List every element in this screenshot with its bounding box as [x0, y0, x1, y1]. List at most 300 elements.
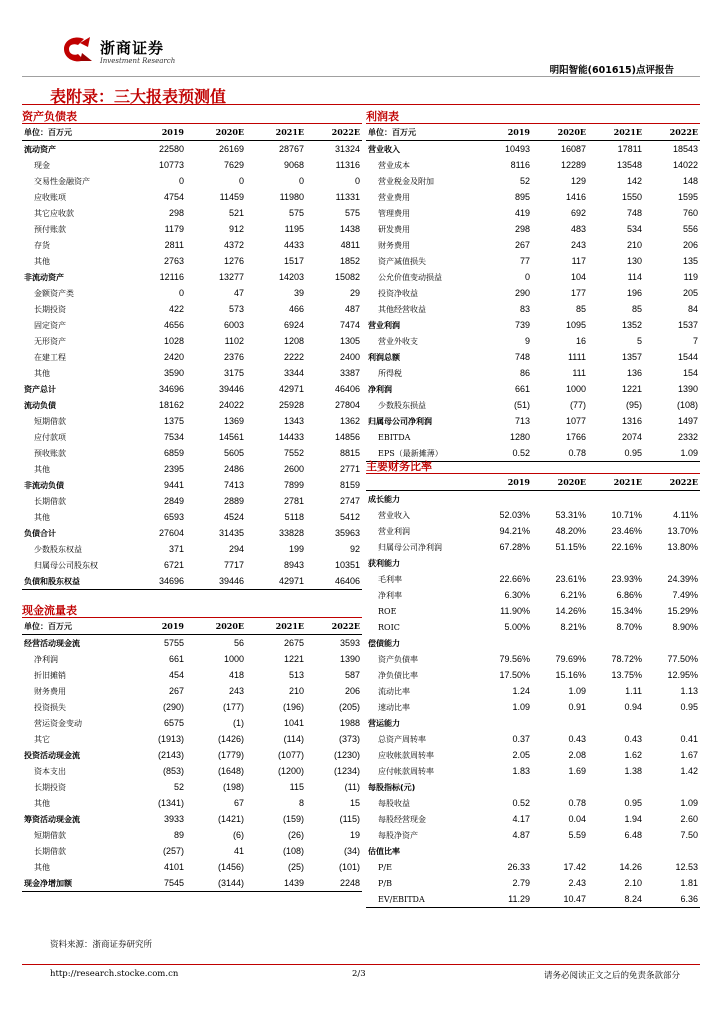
- cell-value: 67: [233, 798, 244, 808]
- cell-value: 294: [228, 544, 244, 554]
- cell-value: 206: [682, 240, 698, 250]
- income-statement-title: 利润表: [366, 110, 700, 124]
- cell-value: (177): [222, 702, 244, 712]
- balance-sheet-title: 资产负债表: [22, 110, 362, 124]
- row-label: 投资活动现金流: [24, 750, 80, 760]
- cell-value: 0.37: [512, 734, 530, 744]
- row-label: 预收账款: [34, 448, 66, 458]
- cell-value: 205: [682, 288, 698, 298]
- row-label: 少数股东权益: [34, 544, 82, 554]
- cell-value: 1.67: [680, 750, 698, 760]
- cell-value: (373): [338, 734, 360, 744]
- cell-value: 713: [514, 416, 530, 426]
- row-label: 所得税: [378, 368, 402, 378]
- cell-value: 1.83: [512, 766, 530, 776]
- cell-value: 84: [687, 304, 698, 314]
- row-label: 管理费用: [378, 208, 410, 218]
- column-header: 2020E: [186, 124, 246, 141]
- table-row: [22, 253, 362, 269]
- cell-value: 0.78: [532, 445, 588, 462]
- cell-value: 4101: [163, 862, 184, 872]
- cell-value: 8.70%: [616, 622, 642, 632]
- cell-value: 267: [514, 240, 530, 250]
- cell-value: 0.91: [568, 702, 586, 712]
- cell-value: (196): [282, 702, 304, 712]
- cell-value: 18543: [672, 144, 698, 154]
- table-row: [366, 795, 700, 811]
- row-label: 每股指标(元): [368, 782, 416, 792]
- cell-value: 7629: [223, 160, 244, 170]
- table-row: [366, 619, 700, 635]
- cell-value: 5755: [163, 638, 184, 648]
- cell-value: 94.21%: [499, 526, 530, 536]
- cell-value: 1343: [283, 416, 304, 426]
- cell-value: 31435: [218, 528, 244, 538]
- row-label: 其它应收款: [34, 208, 74, 218]
- cell-value: 5412: [339, 512, 360, 522]
- row-label: 交易性金融资产: [34, 176, 90, 186]
- cell-value: 2781: [283, 496, 304, 506]
- table-row: [22, 731, 362, 747]
- cell-value: 11331: [335, 192, 360, 202]
- cell-value: 1077: [565, 416, 586, 426]
- row-label: 投资损失: [34, 702, 66, 712]
- cell-value: 7552: [283, 448, 304, 458]
- cell-value: 2.05: [512, 750, 530, 760]
- cell-value: 6.36: [644, 891, 700, 908]
- cell-value: 9: [524, 336, 530, 346]
- cell-value: 0.41: [680, 734, 698, 744]
- cell-value: 1.11: [625, 686, 642, 696]
- cell-value: 2074: [621, 432, 642, 442]
- source-note: 资料来源：浙商证券研究所: [50, 940, 153, 950]
- row-label: 固定资产: [34, 320, 66, 330]
- table-row: [366, 715, 700, 731]
- row-label: 长期借款: [34, 846, 66, 856]
- cell-value: 0.43: [568, 734, 586, 744]
- cell-value: [644, 715, 700, 731]
- cell-value: 13.80%: [667, 542, 698, 552]
- cell-value: 1544: [677, 352, 698, 362]
- cell-value: 521: [228, 208, 244, 218]
- cell-value: 2.60: [680, 814, 698, 824]
- cell-value: 29: [349, 288, 360, 298]
- cell-value: 1028: [163, 336, 184, 346]
- cell-value: 9068: [283, 160, 304, 170]
- row-label: 长期投资: [34, 782, 66, 792]
- column-header: 2021E: [246, 618, 306, 635]
- row-label: 长期借款: [34, 496, 66, 506]
- unit-label: [366, 474, 476, 491]
- cell-value: 8.90%: [672, 622, 698, 632]
- cell-value: 12289: [560, 160, 586, 170]
- cell-value: (3144): [186, 875, 246, 892]
- cell-value: 419: [514, 208, 530, 218]
- table-row: [22, 269, 362, 285]
- row-label: 归属母公司净利润: [368, 416, 432, 426]
- report-identifier: 明阳智能(601615)点评报告: [549, 65, 674, 76]
- cell-value: (101): [338, 862, 360, 872]
- title-underline: [22, 104, 700, 105]
- row-label: 存货: [34, 240, 50, 250]
- table-row: [366, 253, 700, 269]
- row-label: 营业利润: [378, 526, 410, 536]
- cell-value: (1234): [333, 766, 360, 776]
- cell-value: 661: [168, 654, 184, 664]
- cell-value: 2.08: [568, 750, 586, 760]
- cell-value: 556: [682, 224, 698, 234]
- table-row: [366, 221, 700, 237]
- row-label: 少数股东损益: [378, 400, 426, 410]
- column-header: 2019: [126, 618, 186, 635]
- row-label: 短期借款: [34, 830, 66, 840]
- cell-value: 7899: [283, 480, 304, 490]
- column-header: 2019: [476, 124, 532, 141]
- table-header-row: [366, 124, 700, 141]
- cell-value: [532, 635, 588, 651]
- cash-flow-table: [22, 618, 362, 892]
- table-row: [366, 157, 700, 173]
- table-row: [366, 779, 700, 795]
- cell-value: 11.90%: [500, 606, 530, 616]
- cell-value: (115): [339, 814, 360, 824]
- cash-flow-title: 现金流量表: [22, 604, 362, 618]
- row-label: 财务费用: [34, 686, 66, 696]
- row-label: EBITDA: [378, 432, 411, 442]
- table-row: [22, 285, 362, 301]
- cell-value: 2889: [223, 496, 244, 506]
- cell-value: 0.04: [568, 814, 586, 824]
- row-label: 每股净资产: [378, 830, 418, 840]
- row-label: 投资净收益: [378, 288, 418, 298]
- brand-name: 浙商证券: [100, 39, 165, 57]
- cell-value: 6.30%: [504, 590, 530, 600]
- cell-value: 39446: [186, 573, 246, 590]
- table-row: [366, 507, 700, 523]
- table-row: [22, 317, 362, 333]
- table-row: [22, 349, 362, 365]
- table-row: [22, 333, 362, 349]
- cell-value: 52: [519, 176, 530, 186]
- cell-value: 6003: [223, 320, 244, 330]
- cell-value: 748: [626, 208, 642, 218]
- table-row: [366, 811, 700, 827]
- cell-value: 23.61%: [555, 574, 586, 584]
- column-header: 2022E: [644, 474, 700, 491]
- cell-value: 534: [626, 224, 642, 234]
- cell-value: 573: [228, 304, 244, 314]
- unit-label: 单位：百万元: [22, 618, 126, 635]
- cell-value: 575: [344, 208, 360, 218]
- cell-value: 3590: [163, 368, 184, 378]
- row-label: 应收账项: [34, 192, 66, 202]
- row-label: 每股经营现金: [378, 814, 426, 824]
- cell-value: 8: [298, 798, 304, 808]
- row-label: ROIC: [378, 622, 400, 632]
- table-row: [366, 397, 700, 413]
- cell-value: 14433: [278, 432, 304, 442]
- cell-value: 13548: [616, 160, 642, 170]
- table-row: [22, 205, 362, 221]
- cell-value: 78.72%: [611, 654, 642, 664]
- cell-value: 0.95: [624, 798, 642, 808]
- cell-value: 2222: [283, 352, 304, 362]
- row-label: 归属母公司净利润: [378, 542, 442, 552]
- cell-value: (2143): [157, 750, 184, 760]
- cell-value: 12.53: [675, 862, 698, 872]
- cell-value: 1221: [621, 384, 642, 394]
- table-row: [366, 317, 700, 333]
- cell-value: 1.09: [644, 445, 700, 462]
- column-header: 2020E: [532, 474, 588, 491]
- cell-value: 14856: [334, 432, 360, 442]
- cell-value: 41: [233, 846, 244, 856]
- table-row: [22, 301, 362, 317]
- cell-value: 33828: [278, 528, 304, 538]
- cell-value: 2763: [163, 256, 184, 266]
- cell-value: 2675: [283, 638, 304, 648]
- row-label: 净利润: [368, 384, 392, 394]
- cell-value: 8116: [510, 160, 530, 170]
- cell-value: 1550: [621, 192, 642, 202]
- table-row: [22, 859, 362, 875]
- table-row: [366, 683, 700, 699]
- cell-value: (6): [233, 830, 244, 840]
- cell-value: 2420: [163, 352, 184, 362]
- row-label: 公允价值变动损益: [378, 272, 442, 282]
- cell-value: 1.13: [680, 686, 698, 696]
- column-header: 2021E: [588, 124, 644, 141]
- row-label: 非流动资产: [24, 272, 64, 282]
- row-label: 成长能力: [368, 494, 400, 504]
- cell-value: 5.59: [568, 830, 586, 840]
- table-row: [366, 699, 700, 715]
- cell-value: 1595: [677, 192, 698, 202]
- table-row: [22, 667, 362, 683]
- cell-value: 7545: [126, 875, 186, 892]
- cell-value: 1.09: [568, 686, 586, 696]
- row-label: 营运资金变动: [34, 718, 82, 728]
- cell-value: [532, 843, 588, 859]
- row-label: 利润总额: [368, 352, 400, 362]
- cell-value: [476, 491, 532, 508]
- cell-value: (114): [283, 734, 304, 744]
- cell-value: 3933: [163, 814, 184, 824]
- row-label: 营业成本: [378, 160, 410, 170]
- cell-value: 1.24: [512, 686, 530, 696]
- ratios-section: [366, 460, 700, 908]
- cell-value: 0.43: [624, 734, 642, 744]
- table-row: [366, 141, 700, 158]
- cell-value: 206: [344, 686, 360, 696]
- cell-value: 22580: [158, 144, 184, 154]
- row-label: 营业费用: [378, 192, 410, 202]
- cell-value: 1280: [509, 432, 530, 442]
- cell-value: 1439: [246, 875, 306, 892]
- table-row: [366, 827, 700, 843]
- cell-value: (34): [343, 846, 360, 856]
- cell-value: [644, 635, 700, 651]
- row-label: 总资产周转率: [378, 734, 426, 744]
- table-row: [366, 205, 700, 221]
- cell-value: 1.81: [680, 878, 698, 888]
- cell-value: 418: [228, 670, 244, 680]
- cell-value: 77: [519, 256, 530, 266]
- cell-value: 15.16%: [555, 670, 586, 680]
- table-row: [22, 477, 362, 493]
- cell-value: 3175: [223, 368, 244, 378]
- cell-value: 4433: [283, 240, 304, 250]
- cell-value: 1.69: [568, 766, 586, 776]
- table-row: [22, 189, 362, 205]
- ratios-title: 主要财务比率: [366, 460, 700, 474]
- cell-value: 13.70%: [667, 526, 698, 536]
- cell-value: 26.33: [507, 862, 530, 872]
- cell-value: 1102: [224, 336, 244, 346]
- cell-value: 2600: [283, 464, 304, 474]
- cell-value: 42971: [278, 384, 304, 394]
- row-label: 负债合计: [24, 528, 56, 538]
- cell-value: 2.10: [624, 878, 642, 888]
- cell-value: 83: [519, 304, 530, 314]
- cell-value: (205): [338, 702, 360, 712]
- cell-value: 46406: [306, 573, 362, 590]
- cell-value: 298: [168, 208, 184, 218]
- row-label: 营运能力: [368, 718, 400, 728]
- cell-value: 243: [570, 240, 586, 250]
- row-label: 无形资产: [34, 336, 66, 346]
- table-row: [366, 571, 700, 587]
- cell-value: 1390: [339, 654, 360, 664]
- cell-value: 85: [575, 304, 586, 314]
- cell-value: (290): [162, 702, 184, 712]
- cell-value: 27604: [158, 528, 184, 538]
- cell-value: 1095: [565, 320, 586, 330]
- row-label: 获利能力: [368, 558, 400, 568]
- row-label: 每股收益: [378, 798, 410, 808]
- cell-value: 0: [354, 176, 360, 186]
- cell-value: 1316: [621, 416, 642, 426]
- cell-value: 1208: [283, 336, 304, 346]
- cell-value: 1111: [567, 352, 586, 362]
- cell-value: 13.75%: [611, 670, 642, 680]
- table-row: [366, 539, 700, 555]
- cell-value: 7413: [223, 480, 244, 490]
- cell-value: 6.86%: [616, 590, 642, 600]
- cell-value: 7534: [163, 432, 184, 442]
- cell-value: [532, 715, 588, 731]
- cell-value: [588, 715, 644, 731]
- cell-value: 5118: [284, 512, 304, 522]
- row-label: 其他: [34, 464, 50, 474]
- cell-value: 15.34%: [611, 606, 642, 616]
- cell-value: 130: [626, 256, 642, 266]
- cell-value: 575: [288, 208, 304, 218]
- cell-value: 86: [519, 368, 530, 378]
- cell-value: 34696: [126, 573, 186, 590]
- balance-sheet-section: [22, 110, 362, 590]
- cell-value: 4.87: [512, 830, 530, 840]
- table-row: [366, 523, 700, 539]
- cell-value: 0.78: [568, 798, 586, 808]
- table-row: [22, 699, 362, 715]
- table-row: [366, 763, 700, 779]
- table-row: [22, 381, 362, 397]
- cell-value: 1375: [163, 416, 184, 426]
- cell-value: 114: [627, 272, 642, 282]
- cell-value: 483: [570, 224, 586, 234]
- table-row: [366, 413, 700, 429]
- cell-value: 1517: [283, 256, 304, 266]
- cell-value: 7717: [223, 560, 244, 570]
- cell-value: 7.50: [680, 830, 698, 840]
- cell-value: 895: [514, 192, 530, 202]
- row-label: 其他: [34, 512, 50, 522]
- cell-value: 17.50%: [499, 670, 530, 680]
- cell-value: 290: [514, 288, 530, 298]
- cell-value: [644, 779, 700, 795]
- footer-url[interactable]: http://research.stocke.com.cn: [50, 969, 179, 979]
- cell-value: 4754: [163, 192, 184, 202]
- cell-value: 0.95: [588, 445, 644, 462]
- cell-value: 56: [233, 638, 244, 648]
- table-row: [366, 859, 700, 875]
- cell-value: 8.21%: [560, 622, 586, 632]
- table-row: [22, 141, 362, 158]
- cash-flow-section: [22, 604, 362, 892]
- row-label: 负债和股东权益: [22, 573, 126, 590]
- cell-value: 16: [575, 336, 586, 346]
- cell-value: 16087: [560, 144, 586, 154]
- disclaimer-note: 请务必阅读正文之后的免责条款部分: [543, 971, 680, 981]
- cell-value: 51.15%: [555, 542, 586, 552]
- cell-value: (1648): [217, 766, 244, 776]
- row-label: EPS（最新摊薄）: [366, 445, 476, 462]
- cell-value: 13277: [218, 272, 244, 282]
- table-row: [366, 731, 700, 747]
- cell-value: (1913): [157, 734, 184, 744]
- cell-value: 0.52: [512, 798, 530, 808]
- row-label: 财务费用: [378, 240, 410, 250]
- column-header: 2022E: [644, 124, 700, 141]
- table-row: [22, 651, 362, 667]
- income-statement-section: [366, 110, 700, 462]
- table-row: [366, 237, 700, 253]
- column-header: 2022E: [306, 124, 362, 141]
- cell-value: 2376: [223, 352, 244, 362]
- cell-value: 142: [626, 176, 642, 186]
- cell-value: 1352: [621, 320, 642, 330]
- cell-value: 11.29: [476, 891, 532, 908]
- cell-value: (108): [282, 846, 304, 856]
- cell-value: 22.16%: [611, 542, 642, 552]
- cell-value: 210: [288, 686, 304, 696]
- cell-value: 1852: [339, 256, 360, 266]
- row-label: 现金净增加额: [22, 875, 126, 892]
- table-row: [22, 237, 362, 253]
- page-number: 2/3: [352, 969, 366, 979]
- cell-value: 587: [344, 670, 360, 680]
- row-label: 应付帐款周转率: [378, 766, 434, 776]
- cell-value: 14.26: [619, 862, 642, 872]
- cell-value: 1.09: [680, 798, 698, 808]
- cell-value: 199: [288, 544, 304, 554]
- cell-value: 28767: [278, 144, 304, 154]
- cell-value: 692: [570, 208, 586, 218]
- page-title: 表附录：三大报表预测值: [50, 87, 227, 106]
- cell-value: 8.24: [588, 891, 644, 908]
- cell-value: 52.03%: [499, 510, 530, 520]
